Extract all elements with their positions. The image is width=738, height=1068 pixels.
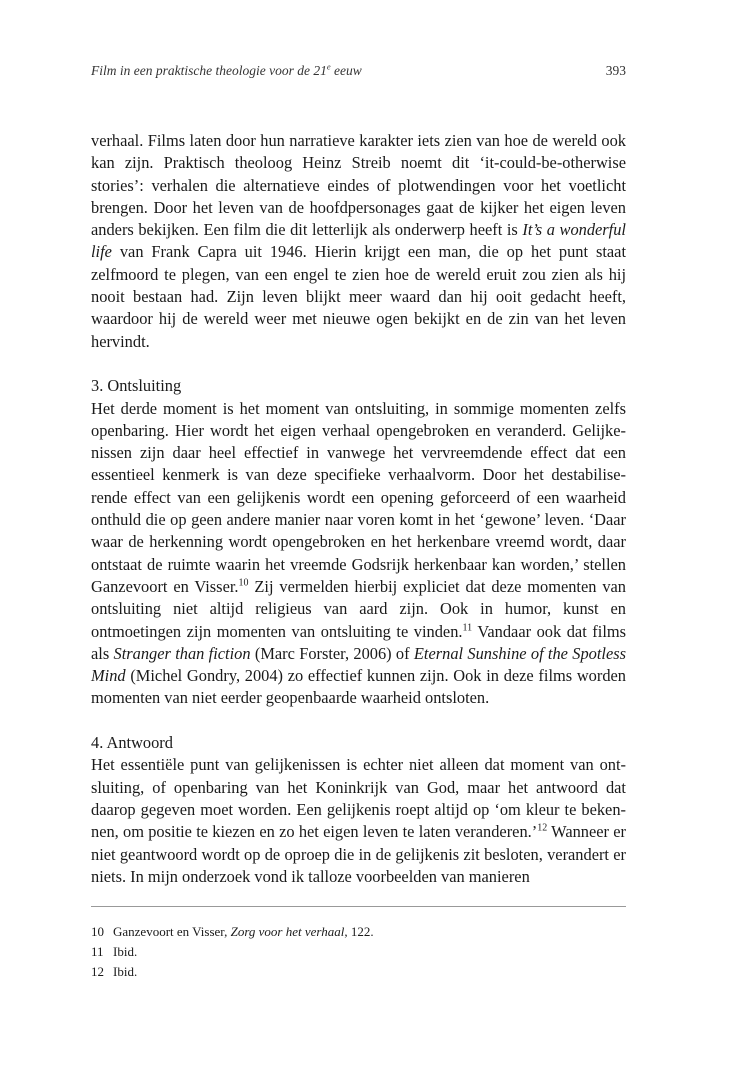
- page-number: 393: [605, 63, 626, 78]
- footnotes: [91, 922, 626, 982]
- footnote-text: , 122.: [344, 924, 374, 939]
- paragraph-text: Zij vermelden hierbij expliciet dat deze momenten van ontsluiting niet altijd religieus van aard zijn. Ook in humor, kunst en ontmoetingen zijn momenten van ontsluiting te vinden.: [91, 576, 626, 641]
- section-heading-3: 3. Ontsluiting: [91, 376, 182, 396]
- running-title-main: Film in een praktische theologie voor de 21: [91, 63, 327, 78]
- paragraph-text: (Michel Gondry, 2004) zo effectief kunnen zijn. Ook in deze films worden momenten van niet eerder geopenbaarde waarheid ontsloten.: [91, 666, 626, 708]
- footnote-divider: [91, 906, 626, 907]
- footnote-text: Ganzevoort en Visser,: [113, 924, 231, 939]
- paragraph-antwoord: [91, 754, 626, 888]
- footnote-number: 10: [91, 924, 104, 939]
- paragraph-text: (Marc Forster, 2006) of: [250, 643, 414, 663]
- paragraph-text: van Frank Capra uit 1946. Hierin krijgt een man, die op het punt staat zelfmoord te plegen, van een engel te zien hoe de wereld eruit zou zien als hij nooit bestaan had. Zijn leven blijkt meer waard dan hij ooit gedacht heeft, waardoor hij de wereld weer met nieuwe ogen bekijkt en de zin van het leven hervindt.: [91, 242, 626, 351]
- film-title: Eternal Sunshine of the Spotless Mind: [91, 643, 626, 686]
- section-heading-4: 4. Antwoord: [91, 733, 173, 753]
- body-text: [91, 130, 626, 888]
- footnote-title: Zorg voor het verhaal: [230, 924, 345, 939]
- footnote-10: [91, 922, 626, 942]
- footnote-number: 11: [91, 944, 104, 959]
- running-title-end: eeuw: [330, 63, 362, 78]
- paragraph-text: Vandaar ook dat films als: [91, 621, 626, 663]
- footnote-text: Ibid.: [113, 964, 138, 979]
- paragraph-text: Wanneer er niet geantwoord wordt op de oproep die in de gelijkenis zit besloten, verandert er niets. In mijn onderzoek vond ik talloze voorbeelden van manieren: [91, 822, 627, 886]
- film-title: Stranger than fiction: [113, 643, 251, 663]
- paragraph-ontsluiting: [91, 398, 626, 710]
- spacer: [91, 353, 626, 375]
- paragraph-text: Het derde moment is het moment van ontsluiting, in sommige momenten zelfs openbaring. Hier wordt het eigen verhaal opengebroken en veranderd. Gelijkenissen zijn daar heel effectief in vanwege het vervreemdende effect dat een essentieel kenmerk is van deze specifieke verhaalvorm. Door het destabiliserende effect van een gelijkenis wordt een opening geforceerd of een waarheid onthuld die op geen andere manier naar voren komt in het ‘gewone’ leven. ‘Daar waar de herkenning wordt opengebroken en het herkenbare vreemd wordt, daar ontstaat de ruimte waarin het vreemde Godsrijk herkenbaar kan worden,’ stellen Ganzevoort en Visser.: [91, 398, 626, 596]
- paragraph-intro: [91, 130, 626, 353]
- footnote-12: [91, 962, 626, 982]
- footnote-text: Ibid.: [113, 944, 138, 959]
- spacer: [91, 710, 626, 732]
- footnote-11: [91, 942, 626, 962]
- footnote-ref-12[interactable]: 12: [537, 822, 548, 834]
- footnote-ref-10[interactable]: 10: [238, 577, 249, 589]
- running-title-superscript: e: [326, 61, 331, 72]
- running-head: [91, 63, 626, 79]
- paragraph-text: verhaal. Films laten door hun narratieve karakter iets zien van hoe de wereld ook kan zijn. Praktisch theoloog Heinz Streib noemt dit ‘it-could-be-otherwise stories’: verhalen die alternatieve eindes of plotwendingen voor het voetlicht brengen. Door het leven van de hoofdpersonages gaat de kijker het eigen leven anders bekijken. Een film die dit letterlijk als onderwerp heeft is: [91, 131, 626, 240]
- footnote-ref-11[interactable]: 11: [462, 622, 473, 634]
- paragraph-text: Het essentiële punt van gelijkenissen is echter niet alleen dat moment van ontsluiting, of openbaring van het Koninkrijk van God, maar het antwoord dat daarop gegeven moet worden. Een gelijkenis roept altijd op ‘om kleur te bekennen, om positie te kiezen en zo het eigen leven te laten veranderen.’: [91, 755, 626, 842]
- film-title: It’s a wonderful life: [91, 220, 626, 262]
- running-title: [91, 63, 362, 78]
- footnote-number: 12: [91, 964, 104, 979]
